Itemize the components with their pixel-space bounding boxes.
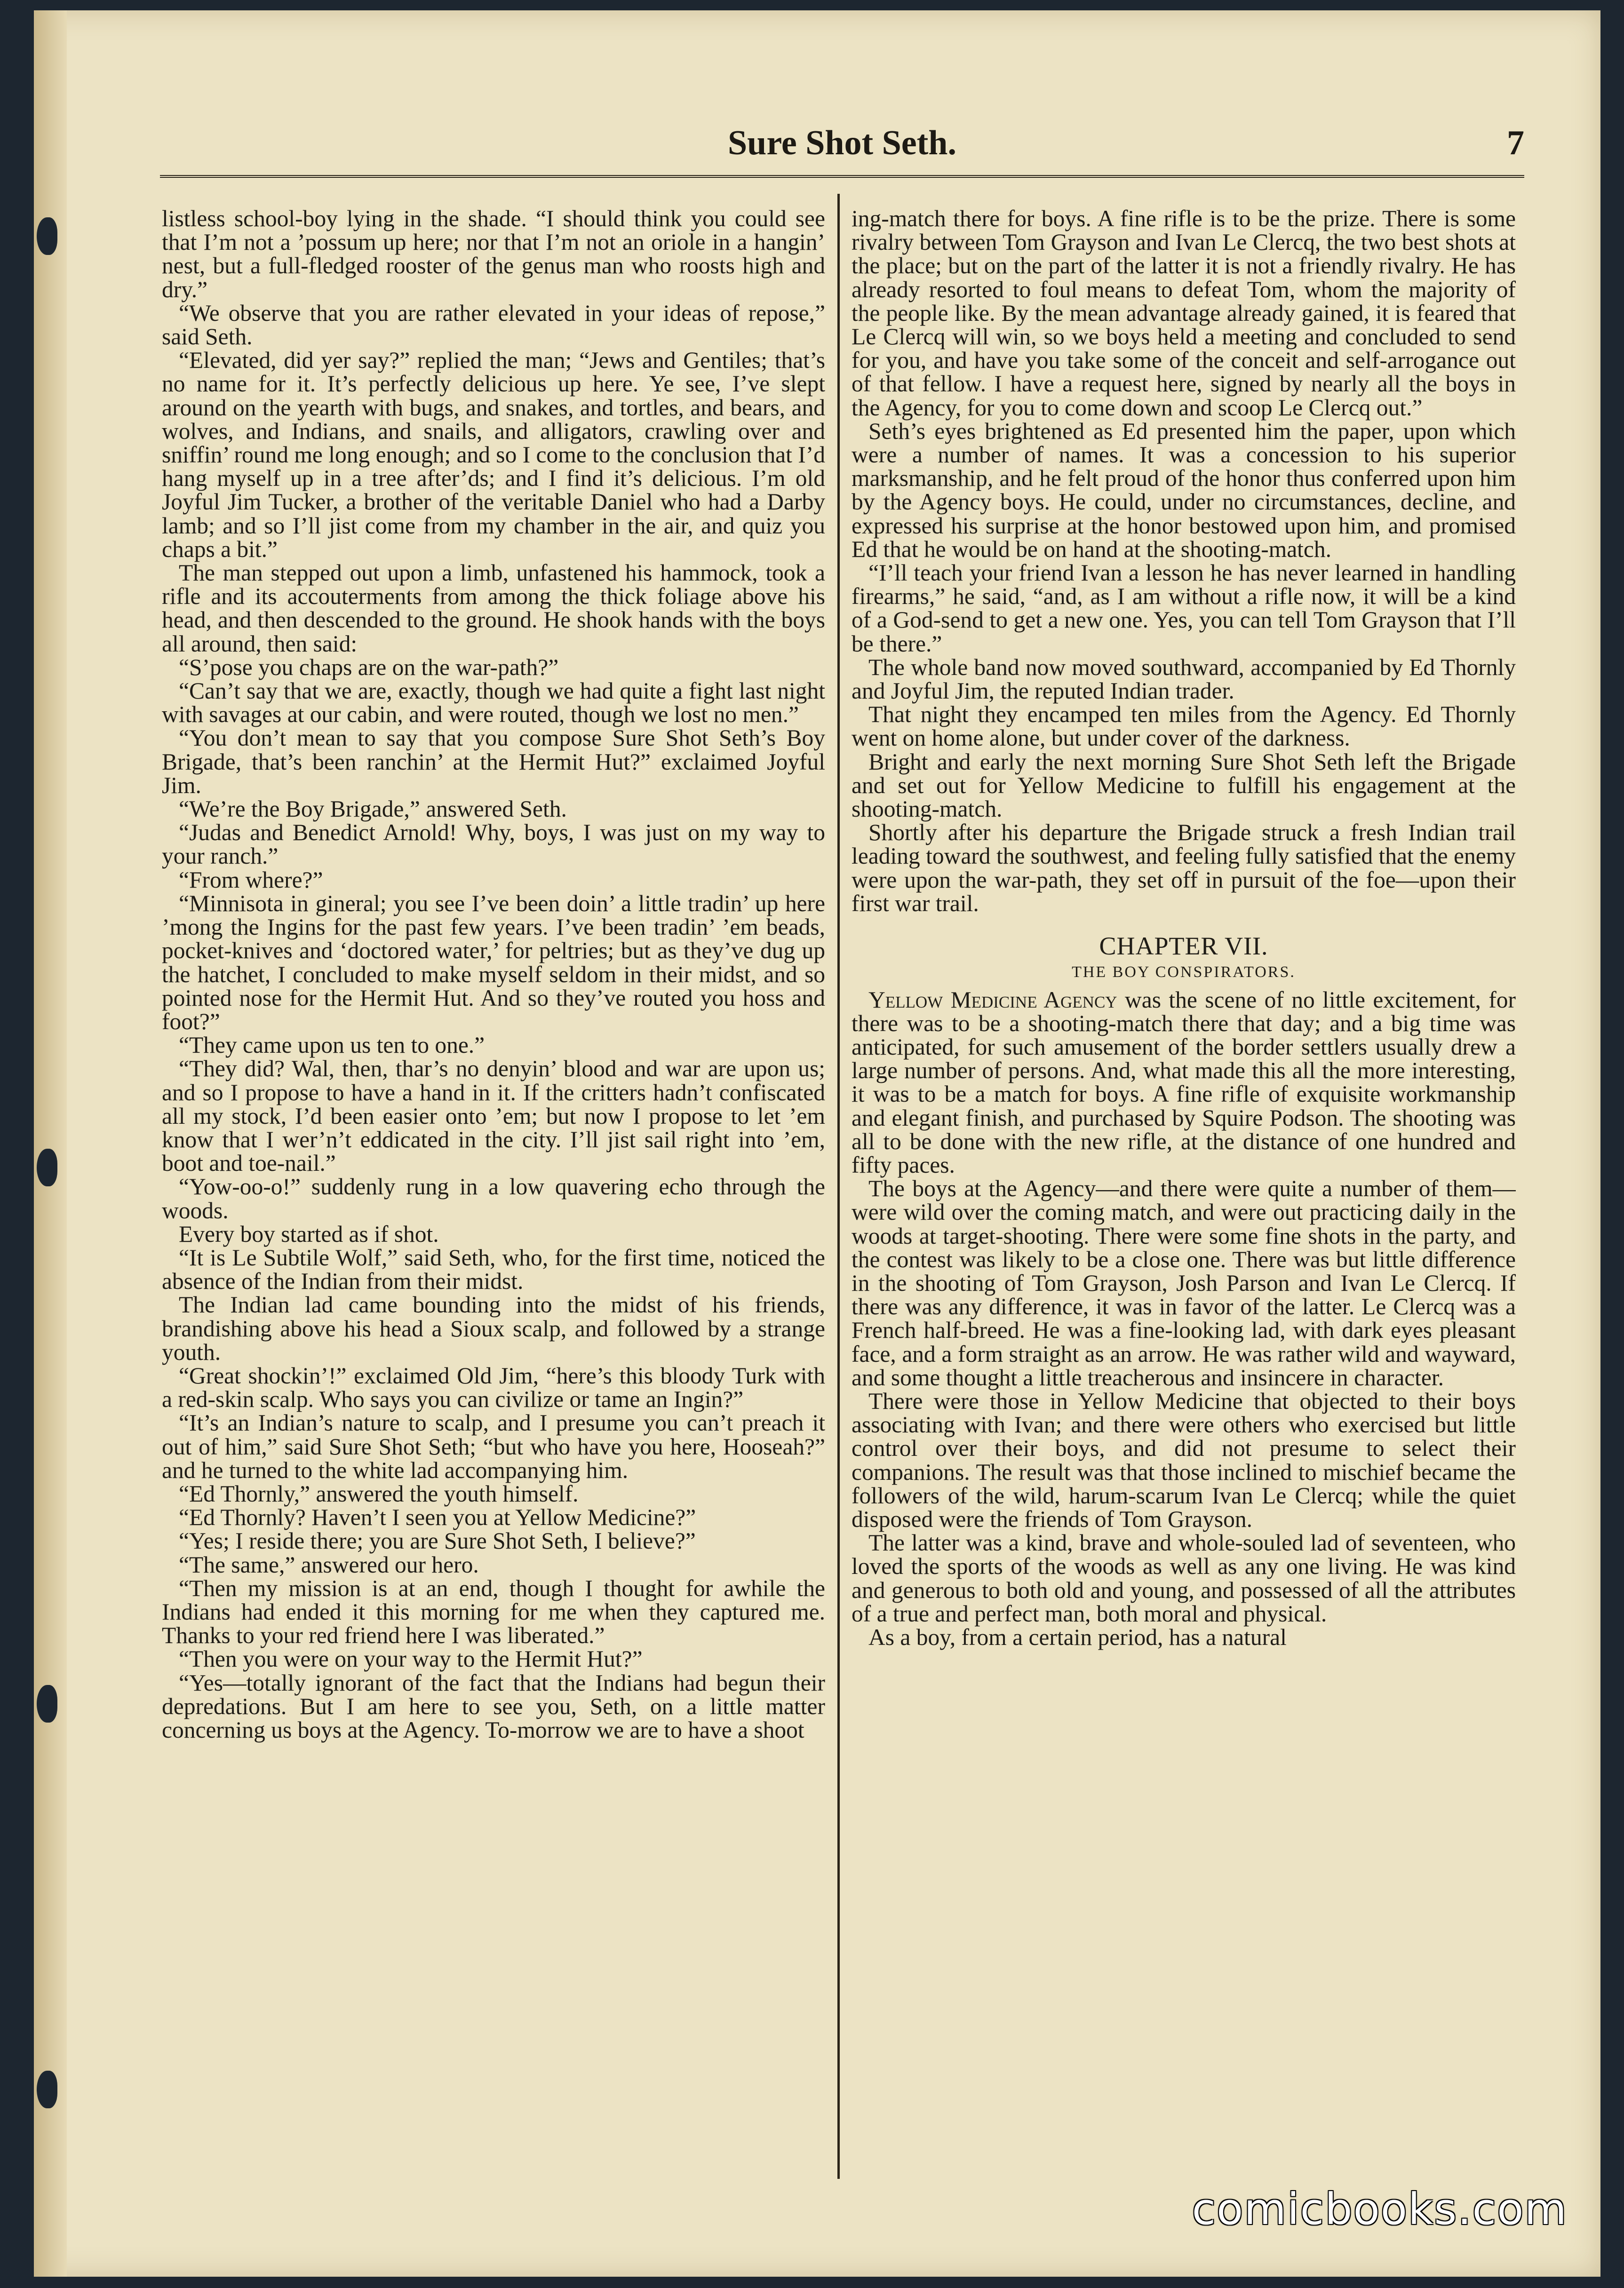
watermark: comicbooks.com <box>1192 2184 1568 2234</box>
chapter-subtitle: THE BOY CONSPIRATORS. <box>1072 963 1296 981</box>
paragraph: listless school-boy lying in the shade. “I should think you could see that I’m not a ’possum up here; nor that I’m not an oriole in a hangin’ nest, but a full-fledged rooster of the genus man who roosts high and dry.” <box>162 207 825 302</box>
paragraph: As a boy, from a certain period, has a natural <box>868 1624 1287 1650</box>
paragraph: “From where?” <box>179 866 323 893</box>
paragraph: “Elevated, did yer say?” replied the man; “Jews and Gentiles; that’s no name for it. It’s perfectly delicious up here. Ye see, I’ve slept around on the yearth with bugs, and snakes, and tortles, and bears, and wolves, and Indians, and snails, and alligators, crawling over and sniffin’ round me long enough; and so I come to the conclusion that I’d hang myself up in a tree after’ds; and I find it’s delicious. I’m old Joyful Jim Tucker, a brother of the veritable Daniel who had a Darby lamb; and so I’ll jist come from my chamber in the air, and quiz you chaps a bit.” <box>162 347 825 562</box>
chapter-lead-smallcaps: Yellow Medicine Agency <box>868 986 1117 1013</box>
paragraph: The man stepped out upon a limb, unfastened his hammock, took a rifle and its accouterments from among the thick foliage above his head, and then descended to the ground. He shook hands with the boys all around, then said: <box>162 560 825 657</box>
chapter-opening-paragraph <box>852 988 1516 1177</box>
paragraph: “S’pose you chaps are on the war-path?” <box>179 654 559 680</box>
binding-hole <box>37 1685 57 1723</box>
paragraph: The latter was a kind, brave and whole-souled lad of seventeen, who loved the sports of the woods as well as any one living. He was kind and generous to both old and young, and possessed of all the attributes of a true and perfect man, both moral and physical. <box>852 1530 1516 1627</box>
paragraph: “Then my mission is at an end, though I thought for awhile the Indians had ended it this morning for me when they captured me. Thanks to your red friend here I was liberated.” <box>162 1575 825 1649</box>
paragraph: Every boy started as if shot. <box>179 1221 439 1247</box>
paragraph: “You don’t mean to say that you compose Sure Shot Seth’s Boy Brigade, that’s been ranchin’ at the Hermit Hut?” exclaimed Joyful Jim. <box>162 725 825 798</box>
right-column-text-before-chapter <box>852 207 1516 915</box>
book-page <box>34 10 1600 2277</box>
paragraph: “Can’t say that we are, exactly, though we had quite a fight last night with savages at our cabin, and were routed, though we lost no men.” <box>162 678 825 728</box>
paragraph: “We observe that you are rather elevated in your ideas of repose,” said Seth. <box>162 300 825 350</box>
page-header <box>160 123 1524 178</box>
paragraph: The Indian lad came bounding into the midst of his friends, brandishing above his head a Sioux scalp, and followed by a strange youth. <box>162 1292 825 1365</box>
paragraph: The whole band now moved southward, accompanied by Ed Thornly and Joyful Jim, the reputed Indian trader. <box>852 654 1516 704</box>
paragraph: “I’ll teach your friend Ivan a lesson he has never learned in handling firearms,” he said, “and, as I am without a rifle now, it will be a kind of a God-send to get a new one. Yes, you can tell Tom Grayson that I’ll be there.” <box>852 560 1516 657</box>
paragraph: “It is Le Subtile Wolf,” said Seth, who, for the first time, noticed the absence of the Indian from their midst. <box>162 1244 825 1295</box>
paragraph: “It’s an Indian’s nature to scalp, and I presume you can’t preach it out of him,” said Sure Shot Seth; “but who have you here, Hooseah?” and he turned to the white lad accompanying him. <box>162 1410 825 1483</box>
running-title: Sure Shot Seth. <box>728 124 956 162</box>
right-column <box>852 207 1516 2183</box>
paragraph: Seth’s eyes brightened as Ed presented him the paper, upon which were a number of names. It was a concession to his superior marksmanship, and he felt proud of the honor thus conferred upon him by the Agency boys. He could, under no circumstances, decline, and expressed his surprise at the honor bestowed upon him, and promised Ed that he would be on hand at the shooting-match. <box>852 418 1516 562</box>
paragraph: “Then you were on your way to the Hermit Hut?” <box>179 1646 643 1672</box>
binding-hole <box>37 1149 57 1186</box>
paragraph: Bright and early the next morning Sure Shot Seth left the Brigade and set out for Yellow Medicine to fulfill his engagement at the shooting-match. <box>852 748 1516 822</box>
paragraph: Shortly after his departure the Brigade struck a fresh Indian trail leading toward the southwest, and feeling fully satisfied that the enemy were upon the war-path, they set off in pursuit of the foe—upon their first war trail. <box>852 819 1516 916</box>
right-column-text-after-chapter <box>852 1177 1516 1649</box>
paragraph: “Great shockin’!” exclaimed Old Jim, “here’s this bloody Turk with a red-skin scalp. Who says you can civilize or tame an Ingin?” <box>162 1362 825 1413</box>
paragraph: “Judas and Benedict Arnold! Why, boys, I was just on my way to your ranch.” <box>162 819 825 869</box>
page-binding-edge <box>34 10 67 2277</box>
paragraph: “Ed Thornly? Haven’t I seen you at Yellow Medicine?” <box>179 1504 696 1531</box>
paragraph: “We’re the Boy Brigade,” answered Seth. <box>179 796 567 822</box>
paragraph: “The same,” answered our hero. <box>179 1551 479 1578</box>
paragraph: “Yes; I reside there; you are Sure Shot Seth, I believe?” <box>179 1528 696 1554</box>
left-column <box>162 207 825 2183</box>
paragraph: “Ed Thornly,” answered the youth himself. <box>179 1480 579 1507</box>
paragraph: There were those in Yellow Medicine that objected to their boys associating with Ivan; and there were others who exercised but little control over their boys, and did not presume to select their companions. The result was that those inclined to mischief became the followers of the wild, harum-scarum Ivan Le Clercq; while the quiet disposed were the friends of Tom Grayson. <box>852 1388 1516 1532</box>
column-divider <box>837 194 840 2179</box>
paragraph: “Yes—totally ignorant of the fact that the Indians had begun their depredations. But I am here to see you, Seth, on a little matter concerning us boys at the Agency. To-morrow we are to have a shoot <box>162 1669 825 1743</box>
paragraph: That night they encamped ten miles from the Agency. Ed Thornly went on home alone, but under cover of the darkness. <box>852 701 1516 751</box>
paragraph: ing-match there for boys. A fine rifle is to be the prize. There is some rivalry between Tom Grayson and Ivan Le Clercq, the two best shots at the place; but on the part of the latter it is not a friendly rivalry. He has already resorted to foul means to defeat Tom, whom the majority of the people like. By the mean advantage already gained, it is feared that Le Clercq will win, so we boys held a meeting and concluded to send for you, and have you take some of the conceit and self-arrogance out of that fellow. I have a request here, signed by nearly all the boys in the Agency, for you to come down and scoop Le Clercq out.” <box>852 207 1516 421</box>
paragraph: “They came upon us ten to one.” <box>179 1032 485 1058</box>
page-number: 7 <box>1507 124 1524 162</box>
binding-hole <box>37 217 57 255</box>
chapter-title: CHAPTER VII. <box>1099 932 1268 961</box>
paragraph: “They did? Wal, then, thar’s no denyin’ blood and war are upon us; and so I propose to have a hand in it. If the critters hadn’t confiscated all my stock, I’d been easier onto ’em; but now I propose to let ’em know that I wer’n’t eddicated in the city. I’ll jist sail right into ’em, boot and toe-nail.” <box>162 1056 825 1176</box>
binding-hole <box>37 2071 57 2108</box>
paragraph: The boys at the Agency—and there were quite a number of them—were wild over the coming match, and were out practicing daily in the woods at target-shooting. There were some fine shots in the party, and the contest was likely to be a close one. There was but little difference in the shooting of Tom Grayson, Josh Parson and Ivan Le Clercq. If there was any difference, it was in favor of the latter. Le Clercq was a French half-breed. He was a fine-looking lad, with dark eyes pleasant face, and a form straight as an arrow. He was rather wild and wayward, and some thought a little treacherous and insincere in character. <box>852 1176 1516 1390</box>
paragraph: “Minnisota in gineral; you see I’ve been doin’ a little tradin’ up here ’mong the Ingins for the past few years. I’ve been tradin’ ’em beads, pocket-knives and ‘doctored water,’ for peltries; but as they’ve dug up the hatchet, I concluded to make myself seldom in their midst, and so pointed nose for the Hermit Hut. And so they’ve routed you hoss and foot?” <box>162 890 825 1034</box>
paragraph: “Yow-oo-o!” suddenly rung in a low quavering echo through the woods. <box>162 1174 825 1223</box>
chapter-lead-text: was the scene of no little excitement, for there was to be a shooting-match there that day; and a big time was anticipated, for such amusement of the border settlers usually drew a large number of persons. And, what made this all the more interesting, it was to be a match for boys. A fine rifle of exquisite workmanship and elegant finish, and purchased by Squire Podson. The shooting was all to be done with the new rifle, at the distance of one hundred and fifty paces. <box>852 986 1516 1178</box>
